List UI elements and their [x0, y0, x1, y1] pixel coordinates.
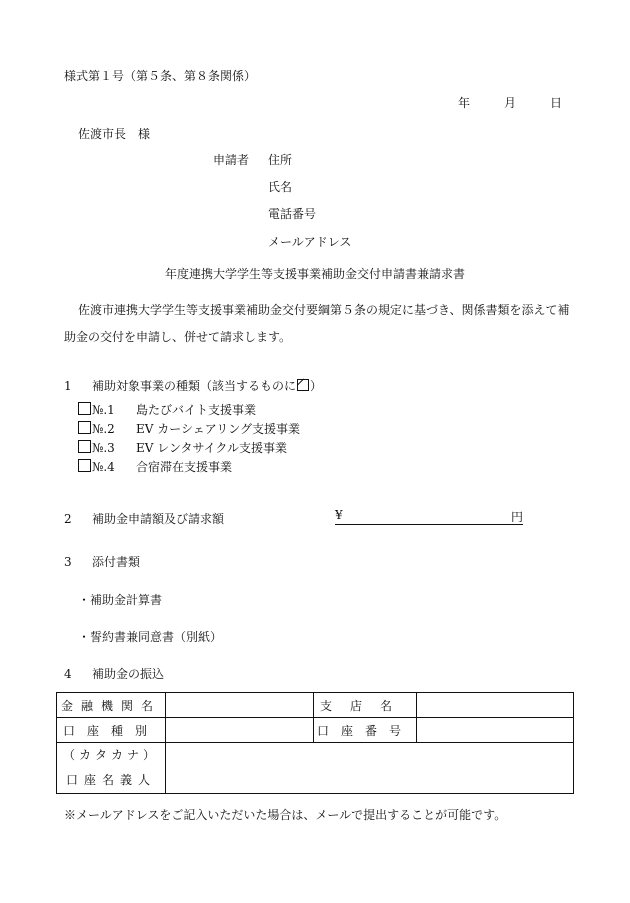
bank-transfer-table	[56, 692, 574, 794]
option-number: №.3	[92, 441, 115, 455]
applicant-email-field[interactable]: メールアドレス	[268, 235, 352, 249]
option-number: №.1	[92, 403, 115, 417]
section-2-heading-text: 補助金申請額及び請求額	[92, 512, 225, 526]
date-year: 年	[458, 96, 471, 110]
account-holder-input[interactable]	[166, 743, 574, 794]
section-2-number: 2	[64, 512, 72, 526]
amount-field[interactable]	[335, 508, 523, 525]
kana-label: （カタカナ）	[62, 748, 159, 762]
branch-label: 支店名	[314, 693, 417, 718]
applicant-label: 申請者	[213, 153, 250, 167]
checkbox-icon[interactable]	[78, 459, 91, 472]
date-line	[458, 94, 562, 111]
account-type-label: 口座種別	[57, 718, 166, 743]
applicant-phone-field[interactable]: 電話番号	[268, 207, 317, 221]
yen-unit: 円	[510, 510, 523, 524]
holder-label: 口座名義人	[65, 773, 156, 787]
section-4-heading-text: 補助金の振込	[92, 667, 165, 681]
applicant-address-field[interactable]: 住所	[268, 153, 293, 167]
yen-symbol: ¥	[335, 508, 343, 522]
footnote: ※メールアドレスをご記入いただいた場合は、メールで提出することが可能です。	[64, 808, 507, 822]
attachment-item: ・補助金計算書	[78, 593, 163, 607]
document-title: 年度連携大学学生等支援事業補助金交付申請書兼請求書	[164, 267, 465, 281]
date-day: 日	[550, 96, 563, 110]
project-option-4[interactable]	[78, 458, 232, 475]
section-3-number: 3	[64, 555, 72, 569]
section-3-heading	[64, 553, 140, 570]
checked-box-icon	[297, 379, 309, 391]
account-number-label: 口座番号	[314, 718, 417, 743]
attachment-item: ・誓約書兼同意書（別紙）	[78, 630, 223, 644]
institution-input[interactable]	[166, 693, 314, 718]
section-1-heading-close: ）	[310, 379, 323, 393]
option-number: №.4	[92, 460, 115, 474]
option-label: 合宿滞在支援事業	[136, 460, 233, 474]
branch-input[interactable]	[417, 693, 574, 718]
section-2-heading	[64, 510, 224, 527]
section-1-number: 1	[64, 379, 72, 393]
option-label: EV カーシェアリング支援事業	[136, 422, 301, 436]
section-4-heading	[64, 665, 164, 682]
checkbox-icon[interactable]	[78, 421, 91, 434]
account-holder-label	[57, 743, 166, 794]
account-number-input[interactable]	[417, 718, 574, 743]
form-number: 様式第１号（第５条、第８条関係）	[64, 69, 257, 83]
section-1-heading	[64, 377, 322, 394]
option-label: EV レンタサイクル支援事業	[136, 441, 288, 455]
applicant-name-field[interactable]: 氏名	[268, 180, 293, 194]
date-month: 月	[504, 96, 517, 110]
addressee: 佐渡市長 様	[78, 127, 151, 141]
section-4-number: 4	[64, 667, 72, 681]
checkbox-icon[interactable]	[78, 440, 91, 453]
section-3-heading-text: 添付書類	[92, 555, 141, 569]
project-option-3[interactable]	[78, 439, 287, 456]
section-1-heading-text: 補助対象事業の種類（該当するものに	[92, 379, 297, 393]
option-number: №.2	[92, 422, 115, 436]
checkbox-icon[interactable]	[78, 402, 91, 415]
intro-paragraph: 佐渡市連携大学学生等支援事業補助金交付要綱第５条の規定に基づき、関係書類を添えて補助金の交付を申請し、併せて請求します。	[64, 303, 570, 344]
option-label: 島たびバイト支援事業	[136, 403, 257, 417]
institution-label: 金融機関名	[57, 693, 166, 718]
project-option-2[interactable]	[78, 420, 300, 437]
project-option-1[interactable]	[78, 401, 256, 418]
account-type-input[interactable]	[166, 718, 314, 743]
